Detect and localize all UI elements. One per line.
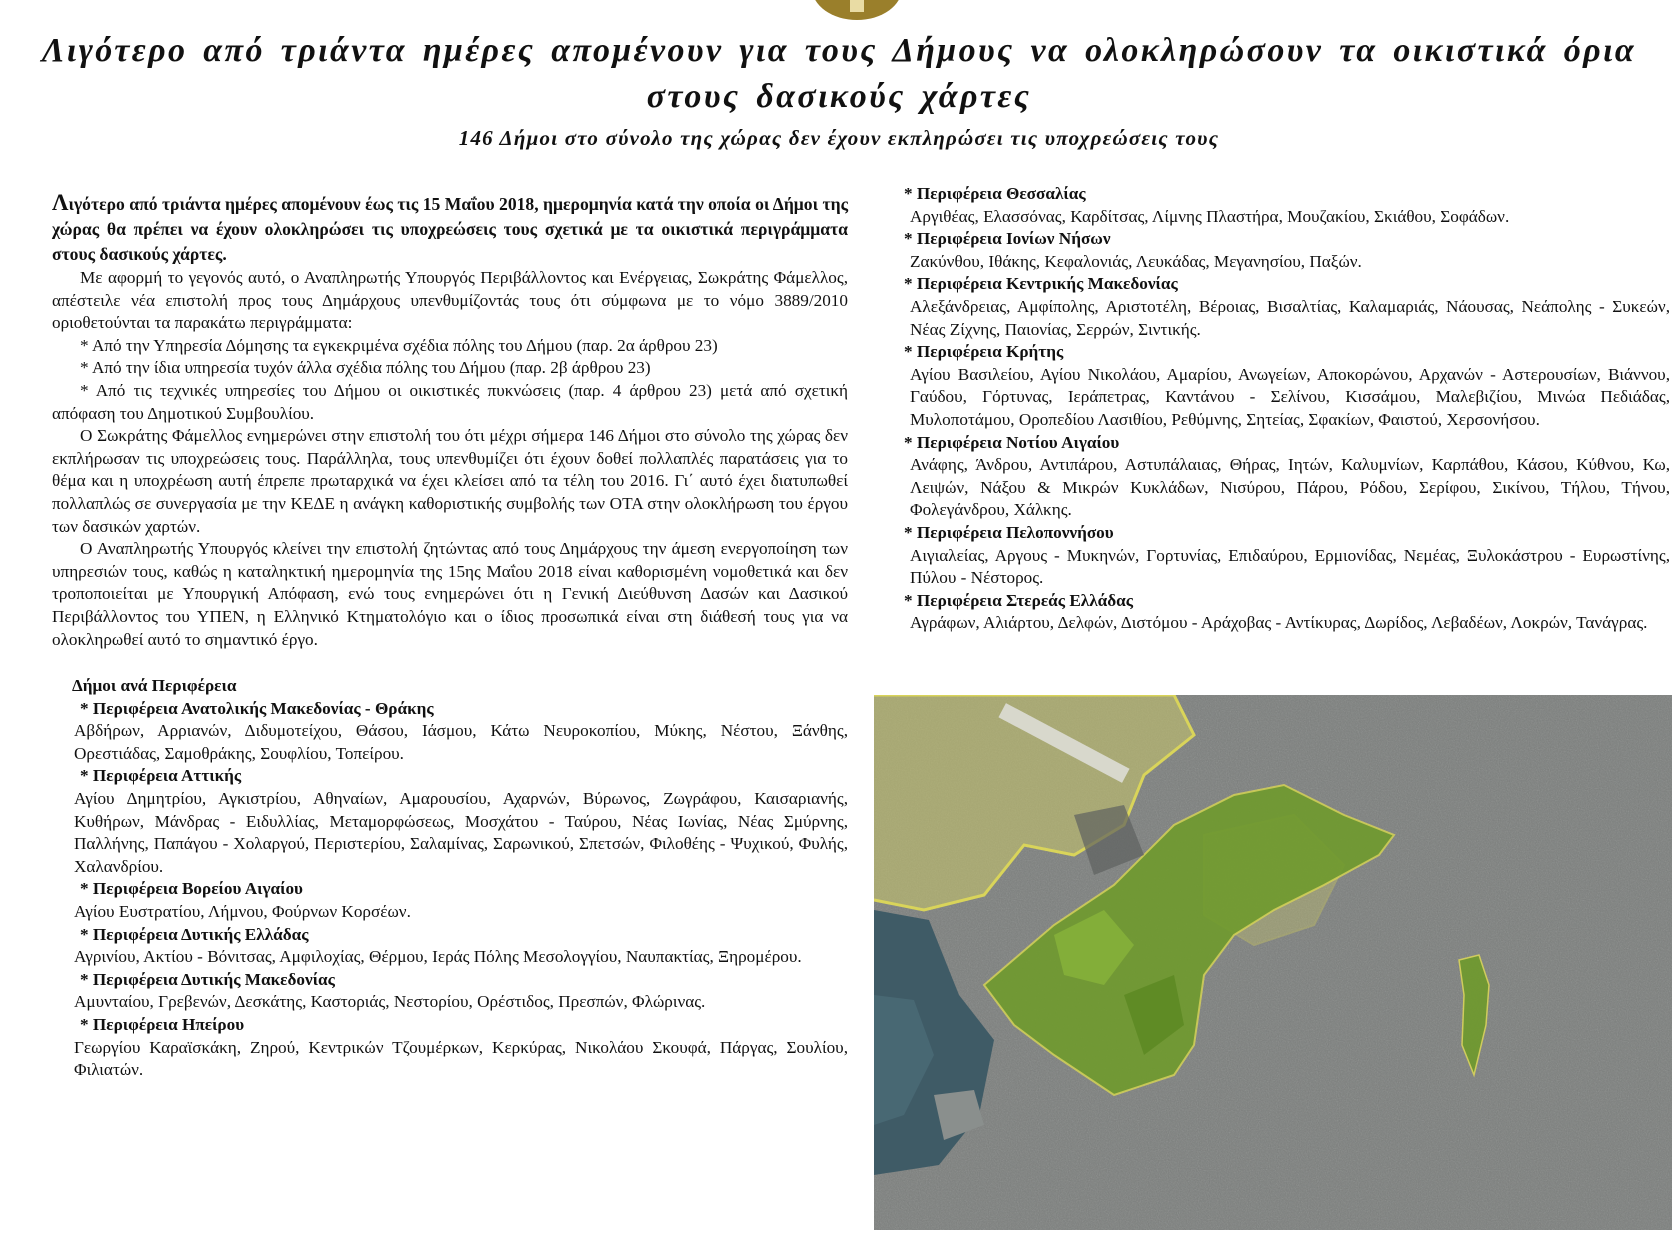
region-towns: Αγρινίου, Ακτίου - Βόνιτσας, Αμφιλοχίας, Θέρμου, Ιεράς Πόλης Μεσολογγίου, Ναυπακτίας, Ξηρομέρου. <box>74 947 802 967</box>
region-heading: * Περιφέρεια Δυτικής Ελλάδας <box>80 924 309 944</box>
region-towns: Ανάφης, Άνδρου, Αντιπάρου, Αστυπάλαιας, Θήρας, Ιητών, Καλυμνίων, Καρπάθου, Κάσου, Κύθνου, Κω, Λειψών, Νάξου & Μικρών Κυκλάδων, Νισύρου, Πάρου, Ρόδου, Σερίφου, Σικίνου, Τήλου, Τήνου, Φολεγάνδρου, Χάλκης. <box>910 455 1670 520</box>
region-heading: * Περιφέρεια Θεσσαλίας <box>904 184 1086 203</box>
region-heading: * Περιφέρεια Βορείου Αιγαίου <box>80 879 303 899</box>
bullet-paragraph: * Από τις τεχνικές υπηρεσίες του Δήμου οι οικιστικές πυκνώσεις (παρ. 4 άρθρου 23) μετά από σχετική απόφαση του Δημοτικού Συμβουλίου. <box>52 380 848 423</box>
list-title: Δήμοι ανά Περιφέρεια <box>72 676 237 696</box>
left-column <box>52 190 848 1082</box>
bullet-paragraph: * Από την ίδια υπηρεσία τυχόν άλλα σχέδια πόλης του Δήμου (παρ. 2β άρθρου 23) <box>80 358 651 378</box>
headline: Λιγότερο από τριάντα ημέρες απομένουν για τους Δήμους να ολοκληρώσουν τα οικιστικά όρια στους δασικούς χάρτες <box>41 32 1637 115</box>
region-towns: Ζακύνθου, Ιθάκης, Κεφαλονιάς, Λευκάδας, Μεγανησίου, Παξών. <box>910 251 1362 271</box>
region-heading: * Περιφέρεια Νοτίου Αιγαίου <box>904 432 1120 452</box>
region-towns: Αμυνταίου, Γρεβενών, Δεσκάτης, Καστοριάς, Νεστορίου, Ορέστιδος, Πρεσπών, Φλώρινας. <box>74 992 706 1012</box>
region-towns: Αγίου Δημητρίου, Αγκιστρίου, Αθηναίων, Αμαρουσίου, Αχαρνών, Βύρωνος, Ζωγράφου, Καισαριανής, Κυθήρων, Μάνδρας - Ειδυλλίας, Μεταμορφώσεως, Μοσχάτου - Ταύρου, Νέας Ιωνίας, Νέας Σμύρνης, Παλλήνης, Παπάγου - Χολαργού, Περιστερίου, Σαλαμίνας, Σαρωνικού, Σπετσών, Φιλοθέης - Ψυχικού, Φυλής, Χαλανδρίου. <box>74 789 848 876</box>
region-heading: * Περιφέρεια Κρήτης <box>904 342 1064 362</box>
region-heading: * Περιφέρεια Κεντρικής Μακεδονίας <box>904 274 1178 294</box>
right-column <box>888 183 1670 635</box>
body-paragraph: Ο Σωκράτης Φάμελλος ενημερώνει στην επιστολή του ότι μέχρι σήμερα 146 Δήμοι στο σύνολο της χώρας δεν εκπλήρωσαν τις υποχρεώσεις τους. Παράλληλα, τους υπενθυμίζει ότι έχουν δοθεί πολλαπλές παρατάσεις για το θέμα και η υποχρέωση αυτή έπρεπε πρωταρχικά να έχει κλείσει από τα τέλη του 2016. Γι΄ αυτό έχει διατυπωθεί πολλαπλώς σε συνεργασία με την ΚΕΔΕ η ανάγκη καθοριστικής συμβολής των ΟΤΑ στην ολοκλήρωση του έργου των δασικών χαρτών. <box>52 426 848 536</box>
region-heading: * Περιφέρεια Ανατολικής Μακεδονίας - Θράκης <box>80 698 434 718</box>
region-towns: Αιγιαλείας, Αργους - Μυκηνών, Γορτυνίας, Επιδαύρου, Ερμιονίδας, Νεμέας, Ξυλοκάστρου - Ευρωστίνης, Πύλου - Νέστορος. <box>910 545 1670 588</box>
region-heading: * Περιφέρεια Αττικής <box>80 766 242 786</box>
subtitle: 146 Δήμοι στο σύνολο της χώρας δεν έχουν εκπληρώσει τις υποχρεώσεις τους <box>458 126 1220 150</box>
body-paragraph: Ο Αναπληρωτής Υπουργός κλείνει την επιστολή ζητώντας από τους Δημάρχους την άμεση ενεργοποίηση των υπηρεσιών τους, καθώς η καταληκτική ημερομηνία της 15ης Μαΐου 2018 είναι καθορισμένη νομοθετικά και δεν τροποποιείται με Υπουργική Απόφαση, ενώ τους ενημερώνει ότι η Γενική Διεύθυνση Δασών και Δασικού Περιβάλλοντος του ΥΠΕΝ, η Ελληνικό Κτηματολόγιο και ο ίδιος προσωπικά είναι στη διάθεσή τους για να ολοκληρωθεί αυτό το σημαντικό έργο. <box>52 539 848 649</box>
region-towns: Αβδήρων, Αρριανών, Διδυμοτείχου, Θάσου, Ιάσμου, Κάτω Νευροκοπίου, Μύκης, Νέστου, Ξάνθης, Ορεστιάδας, Σαμοθράκης, Σουφλίου, Τοπείρου. <box>74 721 848 763</box>
region-heading: * Περιφέρεια Ηπείρου <box>80 1015 245 1034</box>
badge-mark <box>850 0 864 12</box>
bullet-paragraph: * Από την Υπηρεσία Δόμησης τα εγκεκριμένα σχέδια πόλης του Δήμου (παρ. 2α άρθρου 23) <box>80 335 718 355</box>
region-towns: Αργιθέας, Ελασσόνας, Καρδίτσας, Λίμνης Πλαστήρα, Μουζακίου, Σκιάθου, Σοφάδων. <box>910 206 1510 226</box>
region-towns: Γεωργίου Καραϊσκάκη, Ζηρού, Κεντρικών Τζουμέρκων, Κερκύρας, Νικολάου Σκουφά, Πάργας, Σουλίου, Φιλιατών. <box>74 1037 848 1080</box>
lead-text: ιγότερο από τριάντα ημέρες απομένουν έως τις 15 Μαΐου 2018, ημερομηνία κατά την οποία οι Δήμοι της χώρας θα πρέπει να έχουν ολοκληρώσει τις υποχρεώσεις τους σχετικά με τα οικιστικά περιγράμματα στους δασικούς χάρτες. <box>52 194 848 264</box>
lead-paragraph <box>52 190 848 267</box>
region-heading: * Περιφέρεια Στερεάς Ελλάδας <box>904 590 1134 610</box>
body-paragraph: Με αφορμή το γεγονός αυτό, ο Αναπληρωτής Υπουργός Περιβάλλοντος και Ενέργειας, Σωκράτης Φάμελλος, απέστειλε νέα επιστολή προς τους Δημάρχους υπενθυμίζοντάς τους ότι σύμφωνα με το νόμο 3889/2010 οριοθετούνται τα παρακάτω περιγράμματα: <box>52 268 848 333</box>
region-towns: Αγίου Βασιλείου, Αγίου Νικολάου, Αμαρίου, Ανωγείων, Αποκορώνου, Αρχανών - Αστερουσίων, Βιάννου, Γαύδου, Γόρτυνας, Ιεράπετρας, Καντάνου - Σελίνου, Κισσάμου, Μαλεβιζίου, Μινώα Πεδιάδας, Μυλοποτάμου, Οροπεδίου Λασιθίου, Ρεθύμνης, Σητείας, Σφακίων, Φαιστού, Χερσονήσου. <box>910 364 1670 429</box>
region-towns: Αλεξάνδρειας, Αμφίπολης, Αριστοτέλη, Βέροιας, Βισαλτίας, Καλαμαριάς, Νάουσας, Νεάπολης - Συκεών, Νέας Ζίχνης, Παιονίας, Σερρών, Σιντικής. <box>910 296 1670 339</box>
region-towns: Αγράφων, Αλιάρτου, Δελφών, Διστόμου - Αράχοβας - Αντίκυρας, Δωρίδος, Λεβαδέων, Λοκρών, Τανάγρας. <box>910 613 1648 633</box>
region-heading: * Περιφέρεια Πελοποννήσου <box>904 522 1114 542</box>
lead-initial: Λ <box>52 190 69 215</box>
region-heading: * Περιφέρεια Ιονίων Νήσων <box>904 229 1111 249</box>
region-heading: * Περιφέρεια Δυτικής Μακεδονίας <box>80 969 335 989</box>
aerial-forest-map <box>874 695 1672 1230</box>
region-towns: Αγίου Ευστρατίου, Λήμνου, Φούρνων Κορσέων. <box>74 902 411 922</box>
section-badge-icon <box>812 0 902 20</box>
aerial-map-image <box>874 695 1672 1230</box>
